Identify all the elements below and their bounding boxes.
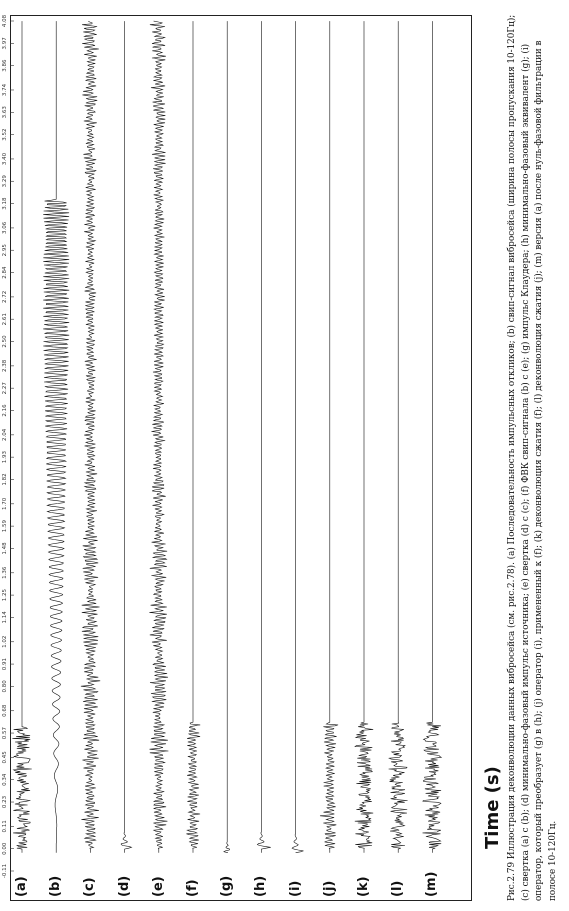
x-tick-label: 1.25 — [2, 588, 8, 602]
trace-label: (c) — [82, 877, 98, 897]
x-tick-label: 2.16 — [2, 404, 8, 417]
x-tick-label: 2.38 — [2, 359, 8, 372]
x-tick-label: 1.70 — [2, 497, 8, 510]
x-tick-label: 3.18 — [2, 197, 8, 210]
x-axis-title: Time (s) — [482, 766, 503, 849]
x-tick-label: 0.57 — [2, 726, 8, 740]
trace-label: (f) — [185, 879, 200, 897]
trace-label: (b) — [48, 875, 64, 897]
trace-waveform — [149, 21, 168, 853]
trace-label: (a) — [14, 876, 29, 897]
trace-waveform — [121, 21, 131, 853]
x-tick-label: 0.91 — [2, 657, 8, 671]
x-tick-label: 2.84 — [2, 266, 8, 279]
x-tick-label: 1.48 — [2, 542, 8, 555]
trace-label: (m) — [424, 871, 440, 897]
trace-label: (k) — [356, 876, 371, 897]
trace-label: (l) — [390, 880, 406, 897]
x-tick-label: 0.45 — [2, 751, 8, 764]
x-tick-label: 2.04 — [2, 428, 8, 441]
x-tick-label: 2.50 — [2, 335, 8, 348]
trace-waveform — [320, 21, 338, 853]
figure-caption: Рис.2.79 Иллюстрация деконволюции данных вибросейса (см. рис.2.78). (a) Последовательность импульсных откликов; (b) свип-сигнал вибросейса (ширина полосы пропускания 10-120Гц); (c) свертка (a) с (b); (d) минимально-фазовый импульс источника; (e) свертка (d) с (c); (f) ФВК свип-сигнала (b) с (e); (g) импульс Клаудера; (h) минимально-фазовый эквивалент (g); (i) оператор, который преобразует (g) в (h); (j) оператор (i), примененный к (f); (k) деконволюция сжатия (f); (l) деконволюция сжатия (j); (m) версия (a) после нуль-фазовой фильтрации в полосе 10-120Гц. — [507, 14, 558, 901]
x-tick-label: 1.82 — [2, 473, 8, 486]
trace-label: (i) — [287, 880, 303, 897]
x-tick-label: 1.36 — [2, 566, 8, 579]
x-tick-label: 1.14 — [2, 611, 8, 624]
x-tick-label: 0.34 — [2, 773, 8, 786]
x-tick-label: 3.63 — [2, 106, 8, 119]
x-tick-label: 0.00 — [2, 842, 8, 855]
trace-waveform — [355, 21, 373, 853]
x-tick-label: 3.52 — [2, 128, 8, 141]
trace-waveform — [224, 21, 230, 853]
x-tick-label: 0.68 — [2, 704, 8, 717]
x-tick-label: 3.40 — [2, 152, 8, 166]
x-tick-label: 3.29 — [2, 175, 8, 188]
x-tick-label: 1.93 — [2, 451, 8, 464]
trace-waveform — [81, 21, 100, 853]
trace-waveform — [186, 21, 200, 853]
x-tick-label: 0.80 — [2, 680, 8, 693]
x-tick-label: 0.23 — [2, 795, 8, 809]
trace-waveform — [12, 21, 31, 853]
x-tick-label: 2.72 — [2, 290, 8, 304]
trace-waveform — [292, 21, 303, 853]
x-tick-label: 1.59 — [2, 520, 8, 533]
trace-waveform — [423, 21, 442, 853]
x-tick-label: 0.11 — [2, 820, 8, 833]
trace-waveform — [257, 21, 270, 853]
trace-label: (e) — [150, 876, 166, 897]
x-tick-label: 2.95 — [2, 244, 8, 257]
x-tick-label: 3.06 — [2, 221, 8, 235]
x-tick-label: 2.61 — [2, 313, 8, 326]
x-tick-label: 3.86 — [2, 59, 8, 72]
x-tick-label: -0.11 — [2, 863, 8, 879]
trace-label: (d) — [116, 875, 132, 897]
x-tick-label: 3.97 — [2, 37, 8, 50]
trace-waveform — [389, 21, 408, 853]
x-tick-label: 2.27 — [2, 382, 8, 395]
x-tick-label: 4.08 — [2, 14, 8, 28]
x-tick-label: 1.02 — [2, 635, 8, 648]
trace-label: (h) — [253, 875, 269, 897]
trace-label: (j) — [321, 880, 337, 897]
x-tick-label: 3.74 — [2, 83, 8, 97]
trace-waveform — [43, 21, 69, 853]
trace-label: (g) — [219, 875, 235, 897]
